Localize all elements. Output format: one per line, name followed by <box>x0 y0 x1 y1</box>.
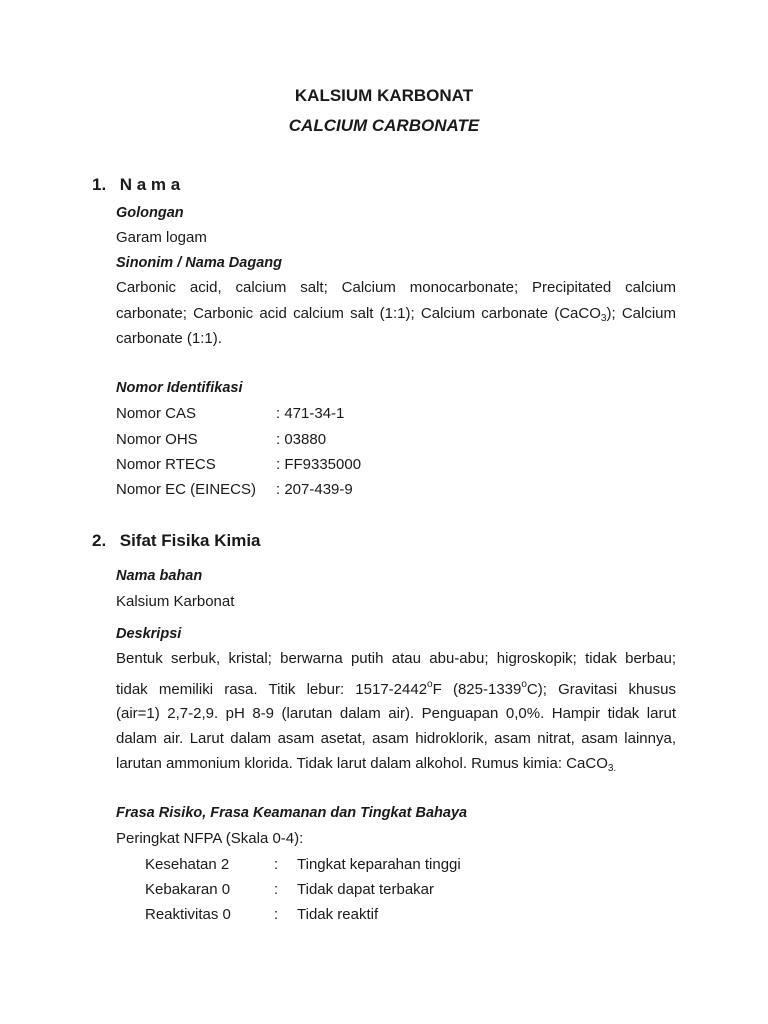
degree-superscript: o <box>427 679 433 690</box>
deskripsi-line-2-part-a: tidak memiliki rasa. Titik lebur: 1517-2442 <box>116 681 428 698</box>
degree-superscript: o <box>521 679 527 690</box>
deskripsi-line-5-part-a: larutan ammonium klorida. Tidak larut dalam alkohol. Rumus kimia: CaCO <box>116 755 608 772</box>
identifier-value: : 207-439-9 <box>276 481 353 498</box>
nama-bahan-value: Kalsium Karbonat <box>116 593 235 610</box>
deskripsi-line-3: (air=1) 2,7-2,9. pH 8-9 (larutan dalam air). Penguapan 0,0%. Hampir tidak larut <box>116 705 676 722</box>
deskripsi-line-4: dalam air. Larut dalam asam asetat, asam hidroklorik, asam nitrat, asam lainnya, <box>116 730 676 747</box>
identifier-key: Nomor EC (EINECS) <box>116 481 257 498</box>
sinonim-line-2-part-b: ); Calcium <box>606 305 677 322</box>
hazard-separator: : <box>274 856 279 873</box>
hazard-key: Kesehatan 2 <box>145 856 230 873</box>
deskripsi-line-5 <box>116 755 616 774</box>
sinonim-label: Sinonim / Nama Dagang <box>116 255 282 271</box>
nfpa-label: Peringkat NFPA (Skala 0-4): <box>116 830 304 847</box>
hazard-value: Tidak reaktif <box>297 906 379 923</box>
golongan-label: Golongan <box>116 205 184 221</box>
sinonim-line-2 <box>116 305 676 324</box>
sinonim-line-1: Carbonic acid, calcium salt; Calcium monocarbonate; Precipitated calcium <box>116 279 676 296</box>
document-title: KALSIUM KARBONAT <box>294 86 474 105</box>
identifier-key: Nomor RTECS <box>116 456 216 473</box>
section-1-number: 1. <box>92 175 107 194</box>
hazard-key: Kebakaran 0 <box>145 881 231 898</box>
deskripsi-line-2-part-c: C); Gravitasi khusus <box>526 681 676 698</box>
hazard-value: Tidak dapat terbakar <box>297 881 435 898</box>
sinonim-line-3: carbonate (1:1). <box>116 330 222 347</box>
identifier-key: Nomor CAS <box>116 405 197 422</box>
section-2-heading <box>92 531 261 551</box>
formula-subscript: 3. <box>607 763 617 774</box>
identifier-value: : FF9335000 <box>276 456 362 473</box>
identifier-value: : 03880 <box>276 431 327 448</box>
section-2-title: Sifat Fisika Kimia <box>119 531 261 550</box>
deskripsi-line-1: Bentuk serbuk, kristal; berwarna putih atau abu-abu; higroskopik; tidak berbau; <box>116 650 676 667</box>
golongan-value: Garam logam <box>116 229 207 246</box>
deskripsi-label: Deskripsi <box>116 626 182 642</box>
deskripsi-line-2 <box>116 679 676 698</box>
identifier-value: : 471-34-1 <box>276 405 345 422</box>
hazard-value: Tingkat keparahan tinggi <box>297 856 461 873</box>
hazard-separator: : <box>274 906 279 923</box>
hazard-key: Reaktivitas 0 <box>145 906 231 923</box>
sinonim-subscript: 3 <box>600 313 607 324</box>
sinonim-line-2-part-a: carbonate; Carbonic acid calcium salt (1:1); Calcium carbonate (CaCO <box>116 305 601 322</box>
nama-bahan-label: Nama bahan <box>116 568 203 584</box>
identifier-key: Nomor OHS <box>116 431 198 448</box>
section-1-title: N a m a <box>119 175 181 194</box>
frasa-label: Frasa Risiko, Frasa Keamanan dan Tingkat Bahaya <box>116 805 468 821</box>
document-subtitle: CALCIUM CARBONATE <box>288 116 480 135</box>
section-2-number: 2. <box>92 531 107 550</box>
identifikasi-label: Nomor Identifikasi <box>116 380 243 396</box>
section-1-heading <box>92 175 180 195</box>
hazard-separator: : <box>274 881 279 898</box>
deskripsi-line-2-part-b: F (825-1339 <box>432 681 522 698</box>
